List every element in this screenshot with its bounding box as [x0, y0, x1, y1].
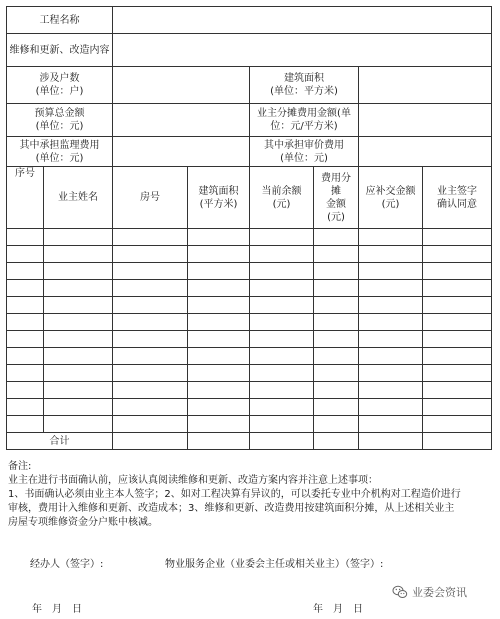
- table-cell[interactable]: [188, 365, 250, 382]
- table-cell[interactable]: [314, 416, 359, 433]
- table-cell[interactable]: [314, 263, 359, 280]
- table-cell[interactable]: [44, 297, 113, 314]
- table-cell[interactable]: [423, 229, 492, 246]
- col-share-l1: 费用分: [321, 172, 351, 184]
- table-cell[interactable]: [113, 229, 188, 246]
- table-cell[interactable]: [359, 280, 423, 297]
- col-area-l2: (平方米): [199, 198, 238, 210]
- table-cell[interactable]: [113, 348, 188, 365]
- table-cell[interactable]: [359, 297, 423, 314]
- col-sign-l2: 确认同意: [437, 198, 478, 210]
- table-cell[interactable]: [423, 382, 492, 399]
- col-supplement-l2: (元): [381, 198, 400, 210]
- table-cell[interactable]: [423, 280, 492, 297]
- table-row: [7, 348, 492, 365]
- col-area: [188, 167, 250, 229]
- table-cell[interactable]: [250, 314, 314, 331]
- table-row: [7, 399, 492, 416]
- table-cell[interactable]: [7, 246, 44, 263]
- table-cell[interactable]: [250, 399, 314, 416]
- audit-fee-value[interactable]: [359, 137, 492, 167]
- col-sign-l1: 业主签字: [437, 185, 478, 197]
- table-cell[interactable]: [44, 280, 113, 297]
- table-cell[interactable]: [423, 314, 492, 331]
- watermark-text: 业委会资讯: [412, 586, 467, 599]
- table-cell[interactable]: [113, 331, 188, 348]
- project-name-value[interactable]: [113, 7, 492, 34]
- audit-fee-label: [250, 137, 359, 167]
- table-cell[interactable]: [314, 314, 359, 331]
- table-cell[interactable]: [113, 297, 188, 314]
- table-cell[interactable]: [314, 365, 359, 382]
- table-cell[interactable]: [250, 416, 314, 433]
- table-cell[interactable]: [44, 348, 113, 365]
- supervision-fee-text: 其中承担监理费用: [19, 139, 100, 151]
- table-cell[interactable]: [7, 280, 44, 297]
- supervision-fee-value[interactable]: [113, 137, 250, 167]
- property-date: 年 月 日: [313, 604, 363, 615]
- budget-total-text: 预算总金额: [34, 108, 85, 119]
- table-cell[interactable]: [314, 348, 359, 365]
- table-row: [7, 263, 492, 280]
- table-cell[interactable]: [188, 246, 250, 263]
- table-cell[interactable]: [250, 297, 314, 314]
- table-cell[interactable]: [423, 263, 492, 280]
- table-cell[interactable]: [359, 331, 423, 348]
- table-cell[interactable]: [113, 399, 188, 416]
- table-cell[interactable]: [314, 382, 359, 399]
- table-cell[interactable]: [44, 365, 113, 382]
- total-cell[interactable]: [113, 433, 188, 450]
- table-cell[interactable]: [359, 382, 423, 399]
- table-cell[interactable]: [359, 416, 423, 433]
- table-cell[interactable]: [7, 382, 44, 399]
- table-cell[interactable]: [44, 314, 113, 331]
- maintenance-content-label: 维修和更新、改造内容: [7, 34, 113, 67]
- households-unit: (单位：户): [35, 86, 84, 97]
- table-cell[interactable]: [423, 297, 492, 314]
- table-cell[interactable]: [188, 399, 250, 416]
- households-value[interactable]: [113, 67, 250, 104]
- total-cell[interactable]: [250, 433, 314, 450]
- table-cell[interactable]: [188, 263, 250, 280]
- table-cell[interactable]: [44, 331, 113, 348]
- table-cell[interactable]: [423, 331, 492, 348]
- table-cell[interactable]: [113, 365, 188, 382]
- maintenance-confirmation-form: [6, 6, 492, 450]
- col-share-l4: (元): [327, 211, 345, 223]
- notes-line: 业主在进行书面确认前，应该认真阅读维修和更新、改造方案内容并注意上述事项：: [8, 475, 378, 486]
- watermark: [392, 584, 467, 600]
- building-area-unit: (单位：平方米): [270, 86, 338, 97]
- col-share-l3: 金额: [326, 198, 346, 210]
- table-row: [7, 280, 492, 297]
- table-cell[interactable]: [188, 297, 250, 314]
- table-cell[interactable]: [250, 382, 314, 399]
- audit-fee-unit: (单位：元): [280, 152, 328, 164]
- budget-total-unit: (单位：元): [35, 121, 84, 132]
- table-cell[interactable]: [113, 280, 188, 297]
- table-cell[interactable]: [44, 263, 113, 280]
- table-cell[interactable]: [44, 382, 113, 399]
- table-cell[interactable]: [7, 348, 44, 365]
- table-cell[interactable]: [314, 399, 359, 416]
- table-cell[interactable]: [250, 331, 314, 348]
- audit-fee-text: 其中承担审价费用: [264, 139, 344, 151]
- table-cell[interactable]: [250, 263, 314, 280]
- total-label: 合计: [7, 433, 113, 450]
- col-balance-l1: 当前余额: [261, 185, 302, 197]
- budget-total-value[interactable]: [113, 104, 250, 137]
- table-row: [7, 314, 492, 331]
- budget-total-label: [7, 104, 113, 137]
- table-cell[interactable]: [188, 314, 250, 331]
- building-area-text: 建筑面积: [284, 73, 324, 84]
- table-cell[interactable]: [359, 314, 423, 331]
- col-area-l1: 建筑面积: [198, 185, 239, 197]
- col-share-l2: 摊: [331, 185, 341, 197]
- supervision-fee-label: [7, 137, 113, 167]
- col-share: [314, 167, 359, 229]
- table-cell[interactable]: [250, 280, 314, 297]
- notes-title: 备注:: [8, 461, 32, 472]
- table-cell[interactable]: [359, 229, 423, 246]
- table-cell[interactable]: [314, 280, 359, 297]
- table-cell[interactable]: [359, 348, 423, 365]
- col-supplement-l1: 应补交金额: [365, 185, 416, 197]
- handler-date: 年 月 日: [32, 604, 82, 615]
- table-cell[interactable]: [113, 314, 188, 331]
- notes-line: 审核，费用计入维修和更新、改造成本；3、维修和更新、改造费用按建筑面积分摊，从上述相关业主: [8, 503, 455, 514]
- households-text: 涉及户数: [39, 73, 80, 84]
- table-cell[interactable]: [113, 382, 188, 399]
- table-cell[interactable]: [359, 263, 423, 280]
- table-cell[interactable]: [7, 229, 44, 246]
- table-cell[interactable]: [188, 416, 250, 433]
- table-row: [7, 416, 492, 433]
- project-name-label: 工程名称: [7, 7, 113, 34]
- notes-line: 房屋专项维修资金分户账中核减。: [8, 517, 158, 528]
- table-cell[interactable]: [113, 263, 188, 280]
- households-label: [7, 67, 113, 104]
- total-cell[interactable]: [423, 433, 492, 450]
- table-cell[interactable]: [250, 229, 314, 246]
- table-row: [7, 229, 492, 246]
- owner-share-text: 业主分摊费用金额(单: [257, 108, 351, 119]
- total-cell[interactable]: [359, 433, 423, 450]
- table-cell[interactable]: [314, 229, 359, 246]
- table-cell[interactable]: [250, 348, 314, 365]
- table-cell[interactable]: [423, 365, 492, 382]
- table-cell[interactable]: [250, 246, 314, 263]
- table-row: [7, 246, 492, 263]
- table-cell[interactable]: [188, 348, 250, 365]
- maintenance-content-value[interactable]: [113, 34, 492, 67]
- table-cell[interactable]: [44, 416, 113, 433]
- table-cell[interactable]: [44, 229, 113, 246]
- table-cell[interactable]: [113, 246, 188, 263]
- table-cell[interactable]: [7, 365, 44, 382]
- table-cell[interactable]: [7, 416, 44, 433]
- table-cell[interactable]: [359, 246, 423, 263]
- col-supplement: [359, 167, 423, 229]
- wechat-icon: [392, 584, 408, 600]
- col-room: 房号: [113, 167, 188, 229]
- table-cell[interactable]: [44, 399, 113, 416]
- supervision-fee-unit: (单位：元): [35, 152, 84, 164]
- table-cell[interactable]: [188, 280, 250, 297]
- table-row: [7, 331, 492, 348]
- owner-share-unit: 位：元/平方米): [270, 121, 338, 132]
- property-signature-label: 物业服务企业（业委会主任或相关业主）（签字）:: [165, 559, 384, 570]
- table-cell[interactable]: [359, 365, 423, 382]
- table-cell[interactable]: [359, 399, 423, 416]
- col-sign: [423, 167, 492, 229]
- table-cell[interactable]: [314, 331, 359, 348]
- owner-share-value[interactable]: [359, 104, 492, 137]
- table-cell[interactable]: [188, 382, 250, 399]
- col-seq: 序号: [7, 167, 44, 229]
- table-cell[interactable]: [314, 246, 359, 263]
- col-balance: [250, 167, 314, 229]
- total-cell[interactable]: [188, 433, 250, 450]
- col-owner-name: 业主姓名: [44, 167, 113, 229]
- notes-section: [8, 460, 492, 530]
- owner-share-label: [250, 104, 359, 137]
- total-row: [7, 433, 492, 450]
- table-cell[interactable]: [250, 365, 314, 382]
- table-row: [7, 365, 492, 382]
- table-cell[interactable]: [423, 246, 492, 263]
- table-cell[interactable]: [423, 348, 492, 365]
- table-cell[interactable]: [7, 399, 44, 416]
- table-cell[interactable]: [188, 229, 250, 246]
- table-row: [7, 382, 492, 399]
- table-row: [7, 297, 492, 314]
- table-cell[interactable]: [44, 246, 113, 263]
- handler-signature-label: 经办人（签字）:: [30, 559, 104, 570]
- table-cell[interactable]: [188, 331, 250, 348]
- col-balance-l2: (元): [272, 198, 291, 210]
- column-header-row: [7, 167, 492, 229]
- building-area-label: [250, 67, 359, 104]
- table-cell[interactable]: [7, 331, 44, 348]
- table-cell[interactable]: [423, 416, 492, 433]
- table-cell[interactable]: [423, 399, 492, 416]
- building-area-value[interactable]: [359, 67, 492, 104]
- table-cell[interactable]: [113, 416, 188, 433]
- table-cell[interactable]: [7, 263, 44, 280]
- total-cell[interactable]: [314, 433, 359, 450]
- table-cell[interactable]: [7, 314, 44, 331]
- table-cell[interactable]: [314, 297, 359, 314]
- table-cell[interactable]: [7, 297, 44, 314]
- notes-line: 1、书面确认必须由业主本人签字；2、如对工程决算有异议的，可以委托专业中介机构对工程造价进行: [8, 489, 461, 500]
